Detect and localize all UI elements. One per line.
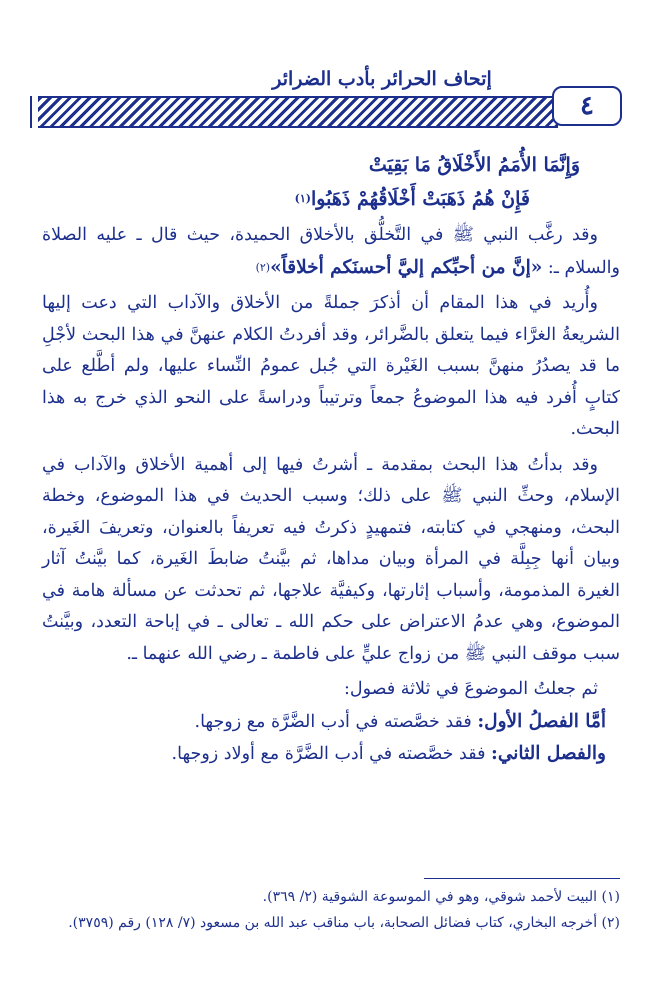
chapters-intro: ثم جعلتُ الموضوعَ في ثلاثة فصول: [344,679,598,699]
paragraph-1-text: وقد رغَّب النبي ﷺ في التَّخلُّق بالأخلاق الحميدة، حيث قال ـ عليه الصلاة والسلام ـ: [42,225,620,278]
chapter-label-2: والفصل الثاني: [491,743,606,764]
chapter-item-1 [42,706,606,739]
footnote-ref-2: (٢) [255,260,271,274]
chapters-list [42,674,620,771]
poem-line-2-text: فَإِنْ هُمُ ذَهَبَتْ أَخْلَاقُهُمْ ذَهَبُوا [311,188,530,210]
page-number: ٤ [552,86,622,126]
footnotes [42,884,620,936]
chapter-label-1: أمَّا الفصلُ الأول: [477,710,606,732]
poem-line-2 [42,182,530,216]
chapter-text-1: فقد خصَّصته في أدب الضَّرَّة مع زوجها. [194,711,472,732]
running-title: إتحاف الحرائر بأدب الضرائر [272,68,492,90]
paragraph-3: وقد بدأتُ هذا البحث بمقدمة ـ أشرتُ فيها إلى أهمية الأخلاق والآداب في الإسلام، وحثِّ النبي ﷺ على ذلك؛ وسبب الحديث في هذا الموضوع، وخطة البحث، ومنهجي في كتابته، فتمهيدٍ ذكرتُ فيه تعريفاً بالعنوان، وتعريفَ الغَيرة، وبيان أنها جِبِلَّة في المرأة وبيان مداها، ثم بيَّنتُ ضابطَ الغَيرة، كما بيَّنتُ آثار الغيرة المذمومة، وأسباب إثارتها، وكيفيَّة علاجها، ثم تحدثت عن مسألة هامة في الموضوع، وهي عدمُ الاعتراض على حكم الله ـ تعالى ـ في إباحة التعدد، وبيَّنتُ سبب موقف النبي ﷺ من زواج عليٍّ على فاطمة ـ رضي الله عنهما ـ. [42,454,620,664]
header-ornament-band [38,96,558,128]
footnote-2: (٢) أخرجه البخاري، كتاب فضائل الصحابة، باب مناقب عبد الله بن مسعود (٧/ ١٢٨) رقم (٣٧٥٩). [68,915,620,931]
chapter-text-2: فقد خصَّصته في أدب الضَّرَّة مع أولاد زوجها. [171,744,486,764]
chapter-item-2 [42,738,606,771]
footnote-divider [424,878,620,879]
page-body [42,148,620,771]
footnote-ref-1: (١) [294,192,312,205]
poem-line-1: وَإِنَّمَا الأُمَمُ الأَخْلَاقُ مَا بَقِيَتْ [368,154,580,176]
paragraph-2: وأُريد في هذا المقام أن أذكرَ جملةً من الأخلاق والآداب التي دعت إليها الشريعةُ الغرَّاء فيما يتعلق بالضَّرائر، وقد أفردتُ الكلام عنهنَّ في هذا البحث لأجْلِ ما قد يصدُرُ منهنَّ بسبب الغَيْرة التي جُبل عمومُ النِّساء عليها، ولم أطَّلع على كتابٍ أُفرد فيه هذا الموضوعُ جمعاً وترتيباً ودراسةً على النحو الذي خرج به هذا البحث. [42,293,620,439]
footnote-1: (١) البيت لأحمد شوقي، وهو في الموسوعة الشوقية (٢/ ٣٦٩). [262,889,620,905]
paragraph-1 [42,220,620,284]
hadith-quote: «إنَّ من أحبِّكم إليَّ أحسنَكم أخلاقاً» [270,256,543,278]
